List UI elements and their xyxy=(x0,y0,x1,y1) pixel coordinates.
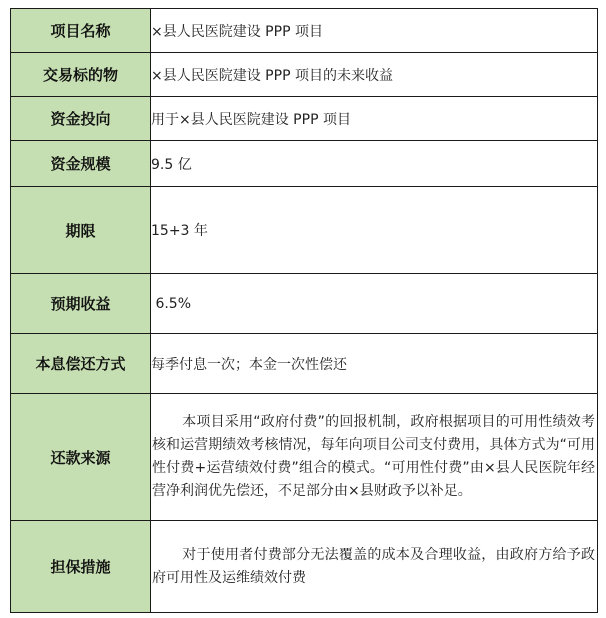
row-value: 用于×县人民医院建设 PPP 项目 xyxy=(151,97,598,141)
row-value: 每季付息一次；本金一次性偿还 xyxy=(151,334,598,394)
row-label: 资金投向 xyxy=(11,97,151,141)
row-value: 6.5% xyxy=(151,274,598,334)
row-label: 资金规模 xyxy=(11,141,151,187)
table-row xyxy=(11,334,598,394)
table-row xyxy=(11,521,598,613)
table-row xyxy=(11,53,598,97)
row-label: 期限 xyxy=(11,187,151,274)
row-label: 交易标的物 xyxy=(11,53,151,97)
row-value: 9.5 亿 xyxy=(151,141,598,187)
row-label: 还款来源 xyxy=(11,394,151,521)
repayment-source-text: 本项目采用“政府付费”的回报机制，政府根据项目的可用性绩效考核和运营期绩效考核情况，每年向项目公司支付费用，具体方式为“可用性付费+运营绩效付费”组合的模式。“可用性付费”由×县人民医院年经营净利润优先偿还，不足部分由×县财政予以补足。 xyxy=(152,414,595,499)
row-label: 项目名称 xyxy=(11,9,151,53)
row-value-paragraph xyxy=(151,521,598,613)
row-label: 预期收益 xyxy=(11,274,151,334)
row-value-paragraph xyxy=(151,394,598,521)
guarantee-text: 对于使用者付费部分无法覆盖的成本及合理收益，由政府方给予政府可用性及运维绩效付费 xyxy=(152,546,595,586)
table-row xyxy=(11,394,598,521)
row-value: 15+3 年 xyxy=(151,187,598,274)
project-info-table xyxy=(10,8,598,613)
table-row xyxy=(11,141,598,187)
table-row xyxy=(11,274,598,334)
table-row xyxy=(11,97,598,141)
row-label: 本息偿还方式 xyxy=(11,334,151,394)
row-label: 担保措施 xyxy=(11,521,151,613)
table-row xyxy=(11,9,598,53)
table-row xyxy=(11,187,598,274)
row-value: ×县人民医院建设 PPP 项目的未来收益 xyxy=(151,53,598,97)
row-value: ×县人民医院建设 PPP 项目 xyxy=(151,9,598,53)
